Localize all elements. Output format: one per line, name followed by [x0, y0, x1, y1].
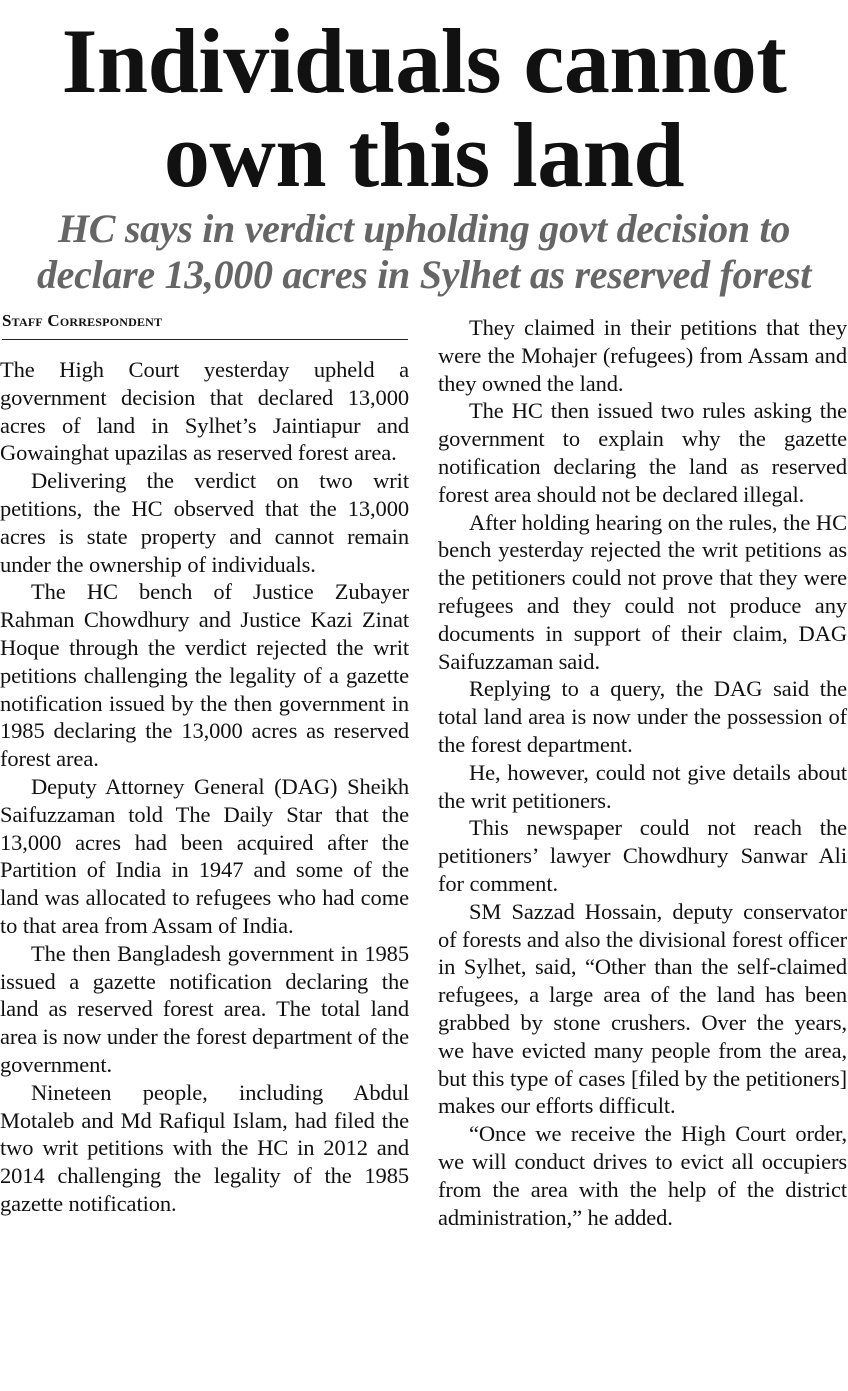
paragraph: Deputy Attorney General (DAG) Sheikh Saifuzzaman told The Daily Star that the 13,000 acres had been acquired after the Partition of India in 1947 and some of the land was allocated to refugees who had come to that area from Assam of India. — [0, 773, 409, 938]
paragraph: After holding hearing on the rules, the HC bench yesterday rejected the writ petitions as the petitioners could not prove that they were refugees and they could not produce any documents in support of their claim, DAG Saifuzzaman said. — [438, 509, 847, 674]
paragraph: SM Sazzad Hossain, deputy conservator of forests and also the divisional forest officer in Sylhet, said, “Other than the self-claimed refugees, a large area of the land has been grabbed by stone crushers. Over the years, we have evicted many people from the area, but this type of cases [filed by the petitioners] makes our efforts difficult. — [438, 898, 847, 1119]
paragraph: The High Court yesterday upheld a government decision that declared 13,000 acres of land in Sylhet’s Jaintiapur and Gowainghat upazilas as reserved forest area. — [0, 357, 409, 466]
right-column — [438, 314, 847, 1231]
paragraph: The then Bangladesh government in 1985 issued a gazette notification declaring the land as reserved forest area. The total land area is now under the forest department of the government. — [0, 940, 409, 1077]
paragraph: The HC bench of Justice Zubayer Rahman Chowdhury and Justice Kazi Zinat Hoque through the verdict rejected the writ petitions challenging the legality of a gazette notification issued by the then government in 1985 declaring the 13,000 acres as reserved forest area. — [0, 579, 409, 772]
paragraph: Nineteen people, including Abdul Motaleb and Md Rafiqul Islam, had filed the two writ petitions with the HC in 2012 and 2014 challenging the legality of the 1985 gazette notification. — [0, 1079, 409, 1216]
subheadline: HC says in verdict upholding govt decision to declare 13,000 acres in Sylhet as reserved forest — [36, 206, 812, 297]
paragraph: The HC then issued two rules asking the government to explain why the gazette notification declaring the land as reserved forest area should not be declared illegal. — [438, 398, 847, 507]
paragraph: They claimed in their petitions that they were the Mohajer (refugees) from Assam and they owned the land. — [438, 315, 847, 396]
paragraph: Delivering the verdict on two writ petitions, the HC observed that the 13,000 acres is state property and cannot remain under the ownership of individuals. — [0, 468, 409, 577]
paragraph: This newspaper could not reach the petitioners’ lawyer Chowdhury Sanwar Ali for comment. — [438, 815, 847, 896]
byline: Staff Correspondent — [2, 311, 408, 340]
paragraph: He, however, could not give details about the writ petitioners. — [438, 759, 847, 813]
headline: Individuals cannot own this land — [61, 10, 787, 206]
paragraph: “Once we receive the High Court order, we will conduct drives to evict all occupiers from the area with the help of the district administration,” he added. — [438, 1121, 847, 1230]
paragraph: Replying to a query, the DAG said the total land area is now under the possession of the forest department. — [438, 676, 847, 757]
left-column — [0, 356, 409, 1218]
